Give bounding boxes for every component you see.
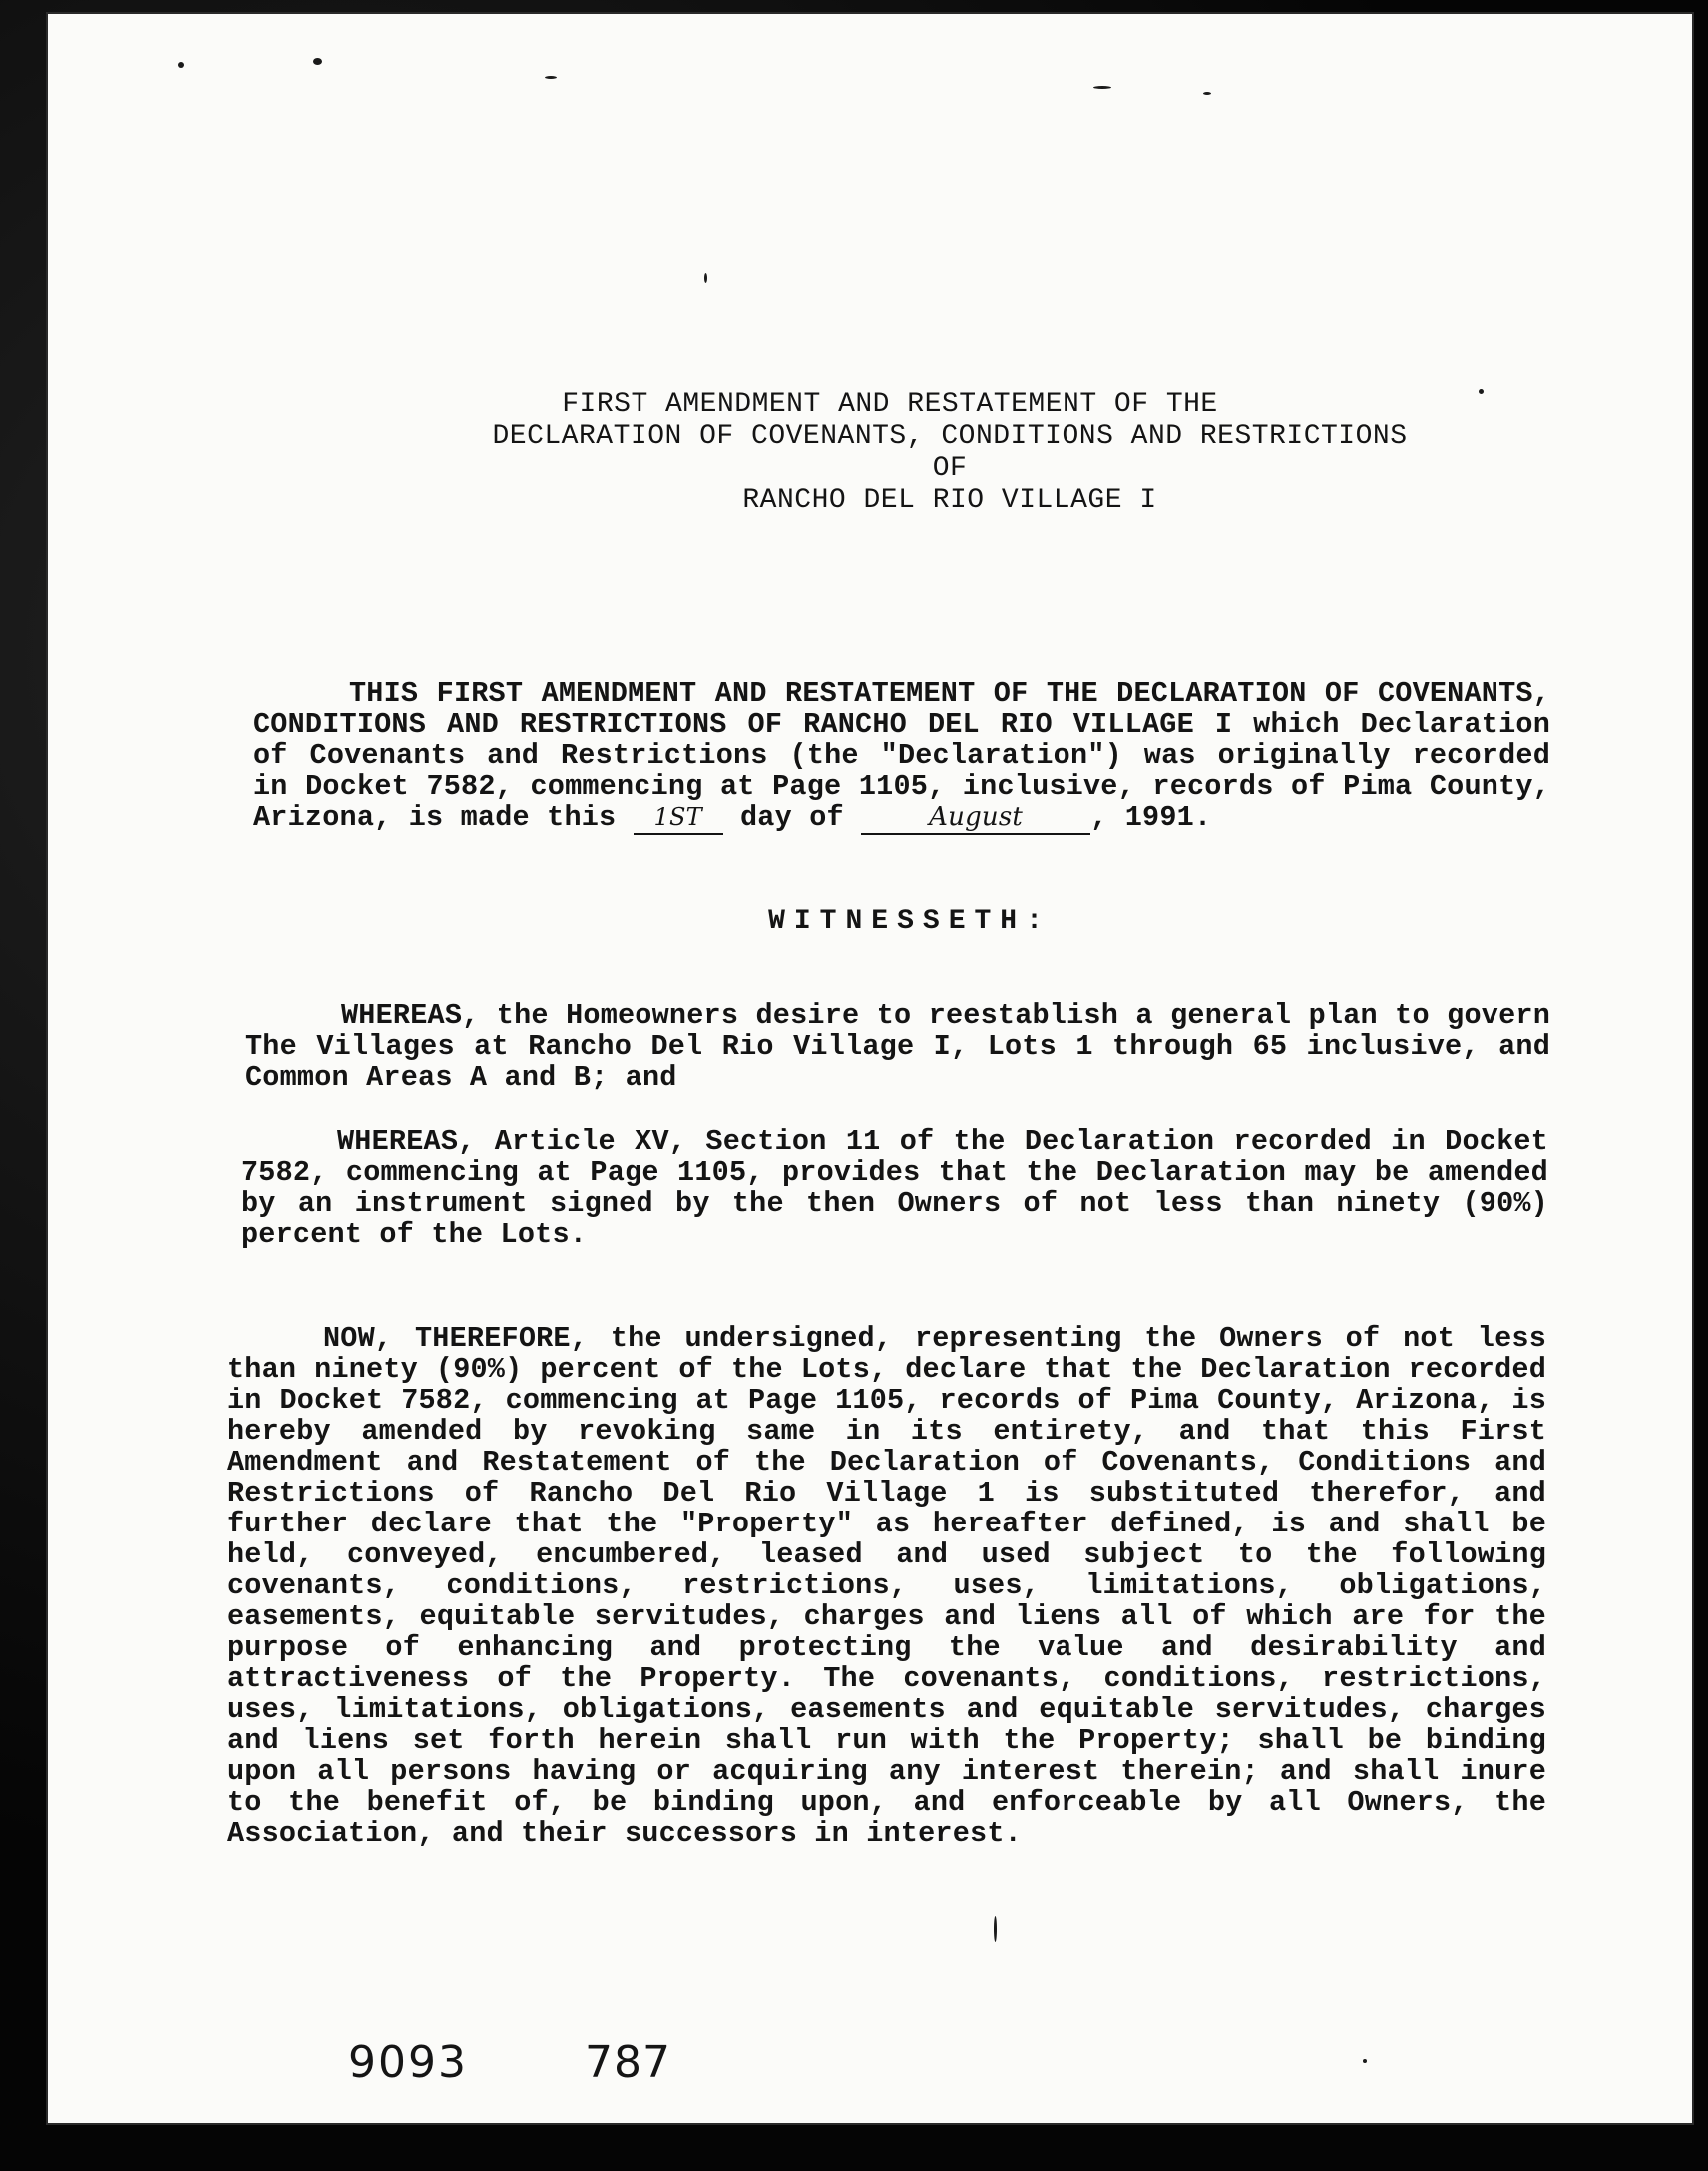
scan-speck [1363, 2059, 1367, 2063]
intro-year: , 1991. [1090, 801, 1212, 834]
scan-speck [178, 62, 184, 68]
document-page [46, 12, 1694, 2125]
scan-speck [545, 76, 557, 79]
whereas-paragraph-1: WHEREAS, the Homeowners desire to reestablish a general plan to govern The Villages at Rancho Del Rio Village I, Lots 1 through 65 inclusive, and Common Areas A and B; and [245, 999, 1550, 1093]
whereas-paragraph-2: WHEREAS, Article XV, Section 11 of the Declaration recorded in Docket 7582, commencing at Page 1105, provides that the Declaration may be amended by an instrument signed by the then Owners of not less than ninety (90%) percent of the Lots. [241, 1125, 1548, 1251]
page-stamp: 787 [585, 2037, 671, 2088]
scan-speck [704, 273, 707, 283]
scan-speck [1203, 92, 1211, 95]
witnesseth-heading: WITNESSETH: [768, 906, 1052, 937]
document-title [46, 389, 1694, 517]
scan-speck [313, 58, 322, 65]
scan-speck [1479, 389, 1484, 394]
handwritten-day: 1ST [634, 802, 723, 835]
title-line-4: RANCHO DEL RIO VILLAGE I [742, 485, 1157, 516]
docket-stamp: 9093 [348, 2037, 468, 2088]
scan-speck [1093, 86, 1111, 89]
intro-paragraph [253, 678, 1550, 835]
scan-speck [994, 1916, 997, 1942]
handwritten-month: August [861, 802, 1090, 835]
now-therefore-paragraph: NOW, THEREFORE, the undersigned, representing the Owners of not less than ninety (90%) percent of the Lots, declare that the Declaration recorded in Docket 7582, commencing at Page 1105, records of Pima County, Arizona, is hereby amended by revoking same in its entirety, and that this First Amendment and Restatement of the Declaration of Covenants, Conditions and Restrictions of Rancho Del Rio Village 1 is substituted therefor, and further declare that the "Property" as hereafter defined, is and shall be held, conveyed, encumbered, leased and used subject to the following covenants, conditions, restrictions, uses, limitations, obligations, easements, equitable servitudes, charges and liens all of which are for the purpose of enhancing and protecting the value and desirability and attractiveness of the Property. The covenants, conditions, restrictions, uses, limitations, obligations, easements and equitable servitudes, charges and liens set forth herein shall run with the Property; shall be binding upon all persons having or acquiring any interest therein; and shall inure to the benefit of, be binding upon, and enforceable by all Owners, the Association, and their successors in interest. [227, 1322, 1546, 1850]
intro-text: THIS FIRST AMENDMENT AND RESTATEMENT OF THE DECLARATION OF COVENANTS, CONDITIONS AND RESTRICTIONS OF RANCHO DEL RIO VILLAGE I which Declaration of Covenants and Restrictions (the "Declaration") was originally recorded in Docket 7582, commencing at Page 1105, inclusive, records of Pima County, Arizona, is made this [253, 677, 1550, 834]
intro-day-of: day of [739, 801, 844, 834]
title-line-1: FIRST AMENDMENT AND RESTATEMENT OF THE [562, 389, 1218, 420]
title-line-3: OF [932, 453, 968, 484]
title-line-2: DECLARATION OF COVENANTS, CONDITIONS AND RESTRICTIONS [492, 421, 1408, 452]
